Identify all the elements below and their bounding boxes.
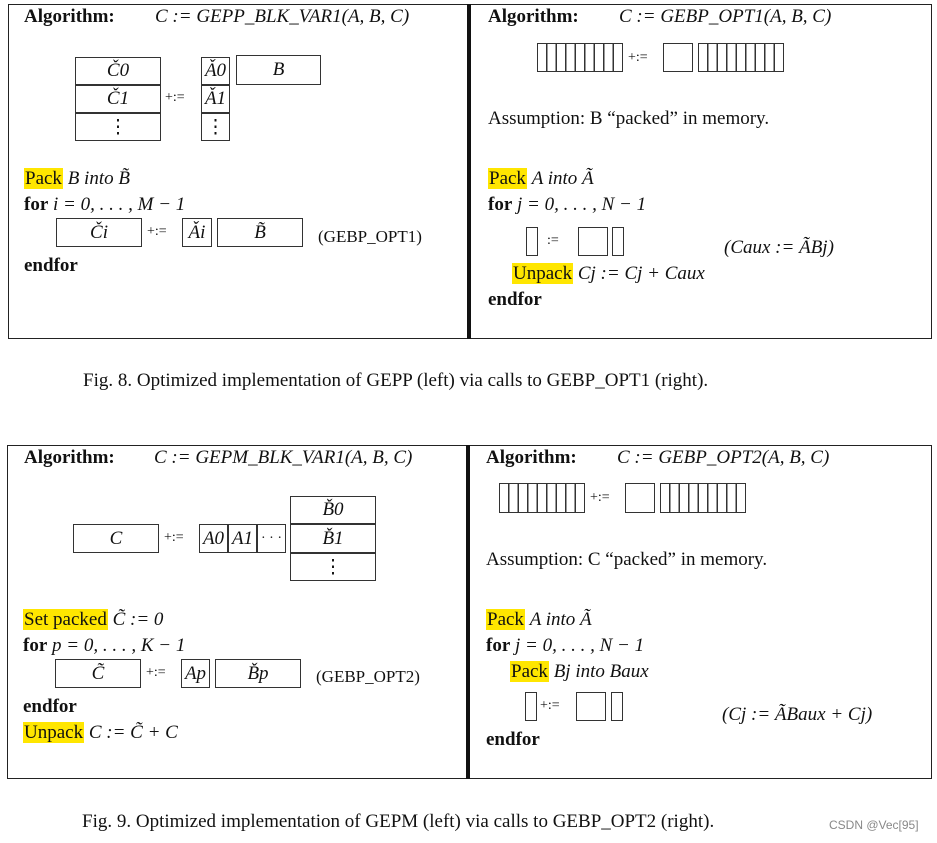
fig9-right-op: +:= bbox=[590, 490, 610, 505]
fig9-left-op: +:= bbox=[164, 530, 184, 545]
fig8-c1-block: Č1 bbox=[75, 85, 161, 113]
fig8-divider bbox=[467, 4, 471, 339]
fig9-row-a-block: Ap bbox=[181, 659, 210, 688]
fig9-row-c-block: C̃ bbox=[55, 659, 141, 688]
fig9-b1-block: B̌1 bbox=[290, 524, 376, 553]
fig8-a1-block: Ǎ1 bbox=[201, 85, 230, 113]
unpack-keyword: Unpack bbox=[513, 263, 573, 284]
fig9-row-b-block: B̌p bbox=[215, 659, 301, 688]
fig9-a0-block: A0 bbox=[199, 524, 228, 553]
fig8-right-pack-line: Pack A into Ã bbox=[489, 168, 594, 189]
fig9-right-pack2-line: Pack Bj into Baux bbox=[511, 661, 649, 682]
fig9-right-row-square bbox=[576, 692, 606, 721]
fig9-a-more-block: · · · bbox=[257, 524, 286, 553]
fig9-right-pack-line: Pack A into Ã bbox=[487, 609, 592, 630]
fig8-c-more-block: ⋮ bbox=[75, 113, 161, 141]
fig8-row-op: +:= bbox=[147, 224, 167, 239]
set-packed-keyword: Set packed bbox=[24, 609, 107, 630]
fig9-right-aux-note: (Cj := ÃBaux + Cj) bbox=[722, 704, 873, 725]
fig8-caption: Fig. 8. Optimized implementation of GEPP (left) via calls to GEBP_OPT1 (right). bbox=[83, 370, 709, 391]
fig8-a-more-block: ⋮ bbox=[201, 113, 230, 141]
fig8-row-c-block: Či bbox=[56, 218, 142, 247]
fig8-right-algo-label: Algorithm: bbox=[488, 6, 579, 27]
fig8-right-row-square bbox=[578, 227, 608, 256]
fig9-c-block: C bbox=[73, 524, 159, 553]
fig8-left-algo-label: Algorithm: bbox=[24, 6, 115, 27]
fig8-right-algo-sig: C := GEBP_OPT1(A, B, C) bbox=[619, 6, 832, 27]
fig8-row-b-block: B̃ bbox=[217, 218, 303, 247]
fig9-left-endfor: endfor bbox=[23, 696, 77, 717]
fig8-right-row-narrow2 bbox=[612, 227, 624, 256]
fig8-row-a-block: Ǎi bbox=[182, 218, 212, 247]
fig9-right-row-op: +:= bbox=[540, 698, 560, 713]
fig8-right-assumption: Assumption: B “packed” in memory. bbox=[488, 108, 770, 129]
fig9-right-b-striped bbox=[660, 483, 746, 513]
fig9-right-assumption: Assumption: C “packed” in memory. bbox=[486, 549, 768, 570]
fig8-right-c-striped bbox=[537, 43, 623, 72]
fig9-right-algo-sig: C := GEBP_OPT2(A, B, C) bbox=[617, 447, 830, 468]
fig8-left-op: +:= bbox=[165, 90, 185, 105]
fig9-row-call: (GEBP_OPT2) bbox=[316, 667, 420, 686]
fig8-right-for-line: for j = 0, . . . , N − 1 bbox=[488, 194, 647, 215]
fig9-right-a-square bbox=[625, 483, 655, 513]
fig9-b-more-block: ⋮ bbox=[290, 553, 376, 581]
fig8-b-block: B bbox=[236, 55, 321, 85]
fig8-c0-block: Č0 bbox=[75, 57, 161, 85]
pack-keyword: Pack bbox=[487, 609, 524, 630]
fig8-right-row-narrow bbox=[526, 227, 538, 256]
fig9-right-row-narrow bbox=[525, 692, 537, 721]
fig8-right-op: +:= bbox=[628, 50, 648, 65]
fig9-left-for-line: for p = 0, . . . , K − 1 bbox=[23, 635, 186, 656]
fig9-left-set-line: Set packed C̃ := 0 bbox=[24, 609, 164, 630]
fig8-left-endfor: endfor bbox=[24, 255, 78, 276]
fig9-a1-block: A1 bbox=[228, 524, 257, 553]
fig9-right-row-narrow2 bbox=[611, 692, 623, 721]
fig8-right-b-striped bbox=[698, 43, 784, 72]
fig9-row-op: +:= bbox=[146, 665, 166, 680]
fig9-divider bbox=[466, 445, 470, 779]
fig8-right-endfor: endfor bbox=[488, 289, 542, 310]
fig9-right-c-striped bbox=[499, 483, 585, 513]
pack-keyword: Pack bbox=[489, 168, 526, 189]
fig9-b0-block: B̌0 bbox=[290, 496, 376, 524]
fig9-right-algo-label: Algorithm: bbox=[486, 447, 577, 468]
fig8-row-call: (GEBP_OPT1) bbox=[318, 227, 422, 246]
fig8-right-row-op: := bbox=[547, 233, 559, 248]
fig8-left-algo-sig: C := GEPP_BLK_VAR1(A, B, C) bbox=[155, 6, 410, 27]
fig8-right-a-square bbox=[663, 43, 693, 72]
unpack-keyword: Unpack bbox=[24, 722, 84, 743]
fig8-left-for-line: for i = 0, . . . , M − 1 bbox=[24, 194, 186, 215]
pack-keyword: Pack bbox=[25, 168, 62, 189]
fig8-a0-block: Ǎ0 bbox=[201, 57, 230, 85]
fig8-right-unpack-line: Unpack Cj := Cj + Caux bbox=[513, 263, 705, 284]
fig8-left-pack-line: Pack B into B̃ bbox=[25, 168, 130, 189]
fig9-right-endfor: endfor bbox=[486, 729, 540, 750]
pack-keyword: Pack bbox=[511, 661, 548, 682]
watermark: CSDN @Vec[95] bbox=[829, 818, 919, 832]
fig9-right-for-line: for j = 0, . . . , N − 1 bbox=[486, 635, 645, 656]
fig8-right-aux-note: (Caux := ÃBj) bbox=[724, 237, 834, 258]
fig9-left-algo-sig: C := GEPM_BLK_VAR1(A, B, C) bbox=[154, 447, 413, 468]
fig9-left-algo-label: Algorithm: bbox=[24, 447, 115, 468]
fig9-caption: Fig. 9. Optimized implementation of GEPM (left) via calls to GEBP_OPT2 (right). bbox=[82, 811, 715, 832]
fig9-left-unpack-line: Unpack C := C̃ + C bbox=[24, 722, 178, 743]
